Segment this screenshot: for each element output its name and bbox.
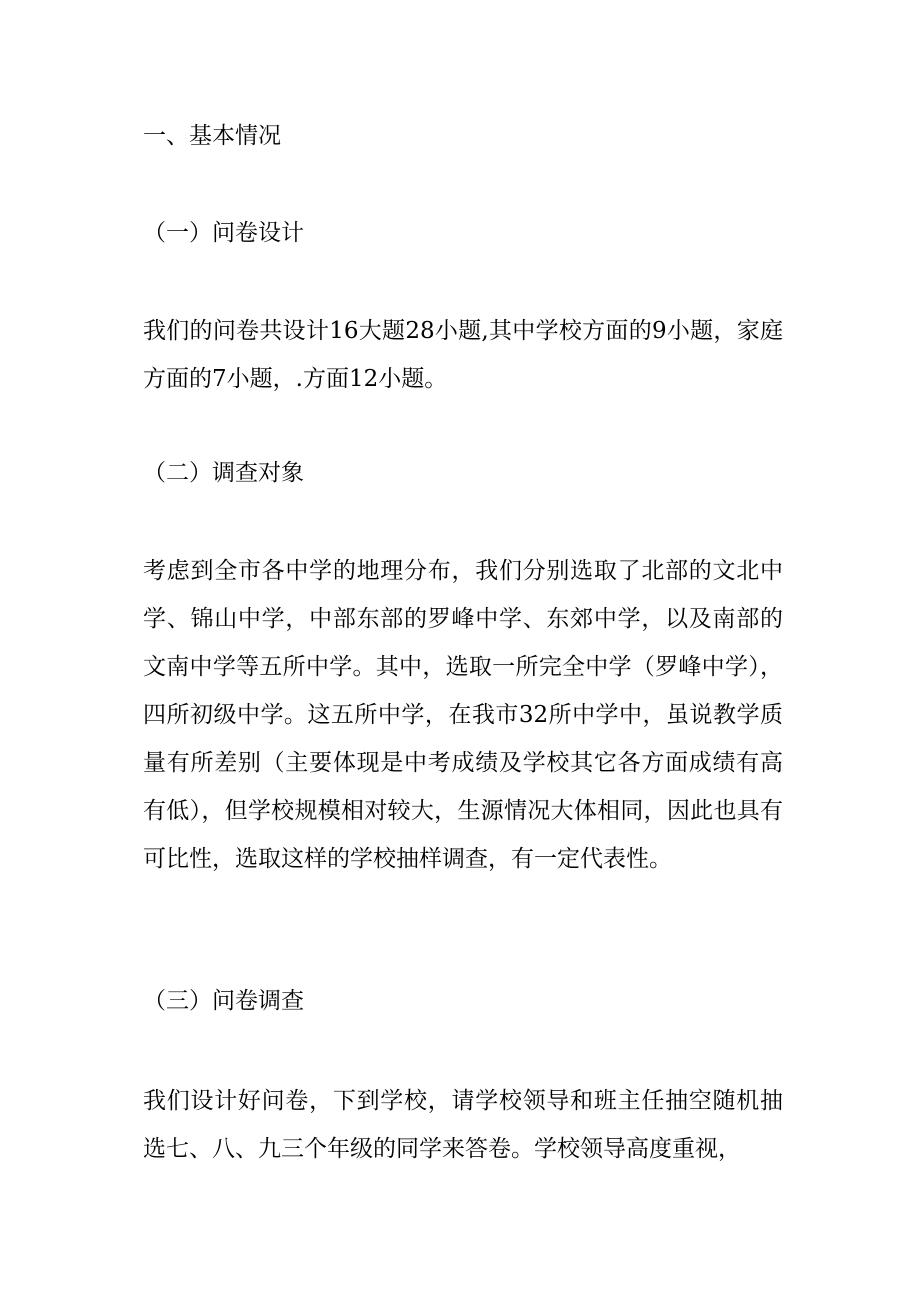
subsection-heading-questionnaire-survey: （三）问卷调查 <box>143 988 304 1014</box>
subsection-heading-questionnaire-design: （一）问卷设计 <box>143 220 304 246</box>
paragraph-questionnaire-design: 我们的问卷共设计16大题28小题,其中学校方面的9小题，家庭方面的7小题，.方面12小题。 <box>143 318 783 392</box>
paragraph-survey-subjects: 考虑到全市各中学的地理分布，我们分别选取了北部的文北中学、锦山中学，中部东部的罗峰中学、东郊中学，以及南部的文南中学等五所中学。其中，选取一所完全中学（罗峰中学），四所初级中学。这五所中学，在我市32所中学中，虽说教学质量有所差别（主要体现是中考成绩及学校其它各方面成绩有高有低），但学校规模相对较大，生源情况大体相同，因此也具有可比性，选取这样的学校抽样调查，有一定代表性。 <box>143 558 783 872</box>
paragraph-questionnaire-survey: 我们设计好问卷，下到学校，请学校领导和班主任抽空随机抽选七、八、九三个年级的同学来答卷。学校领导高度重视， <box>143 1088 783 1162</box>
section-heading-basic-situation: 一、基本情况 <box>143 123 281 149</box>
subsection-heading-survey-subjects: （二）调查对象 <box>143 460 304 486</box>
